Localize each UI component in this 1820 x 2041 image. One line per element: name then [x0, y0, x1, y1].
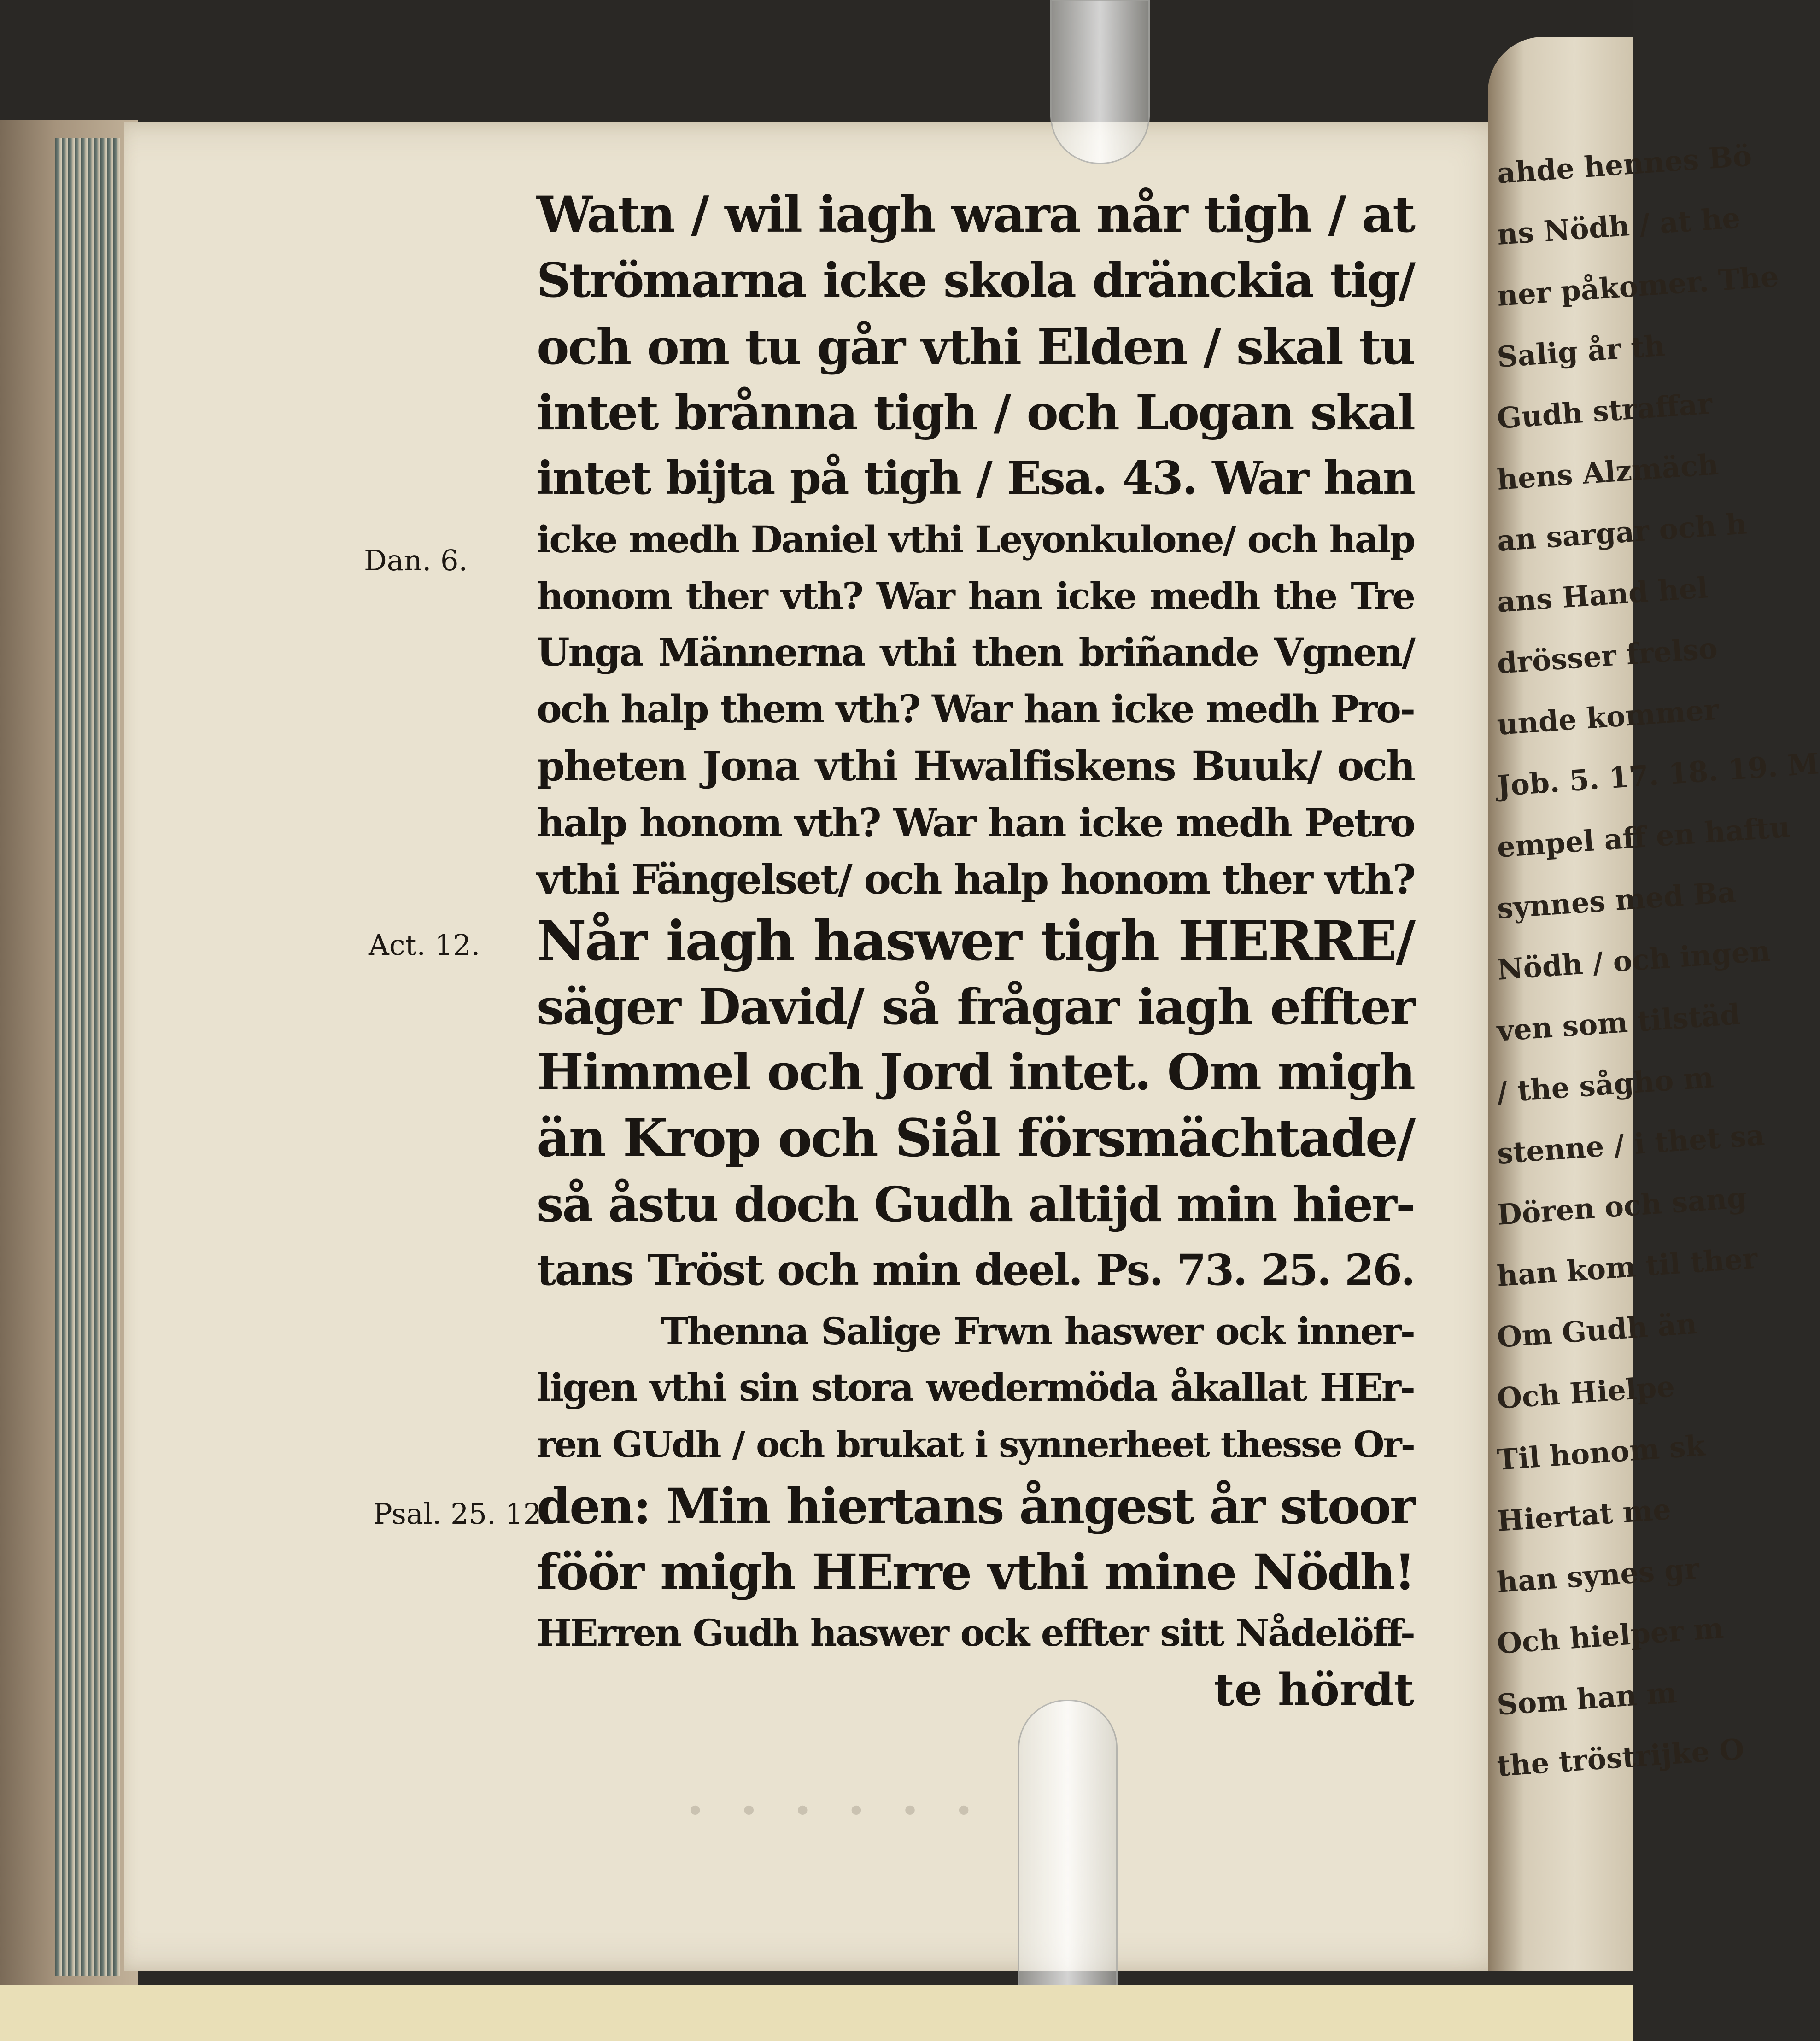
- text-line: föör migh HErre vthi mine Nödh!: [537, 1543, 1414, 1601]
- text-line: Thenna Salige Frwn haswer ock inner-: [661, 1310, 1414, 1353]
- facing-page-line: han kom til ther: [1496, 1241, 1759, 1293]
- text-line: Når iagh haswer tigh HERRE/: [537, 909, 1414, 973]
- book-clip-bottom: [1018, 1700, 1118, 2002]
- facing-page-line: ns Nödh / at he: [1496, 201, 1742, 251]
- text-line: och halp them vth? War han icke medh Pro-: [537, 687, 1414, 731]
- facing-page-line: drösser frelso: [1496, 631, 1719, 680]
- facing-page-line: Som han m: [1496, 1675, 1678, 1722]
- text-line: säger David/ så frågar iagh effter: [537, 978, 1414, 1035]
- book-clip-top: [1050, 0, 1150, 164]
- facing-page-line: unde kommer: [1496, 692, 1720, 742]
- facing-page-line: Nödh / och ingen: [1496, 934, 1772, 987]
- text-line: Watn / wil iagh wara når tigh / at: [537, 186, 1414, 244]
- text-line: icke medh Daniel vthi Leyonkulone/ och halp: [537, 518, 1414, 561]
- text-line: ren GUdh / och brukat i synnerheet thesse Or-: [537, 1424, 1414, 1466]
- facing-page-line: / the sågho m: [1496, 1060, 1715, 1109]
- facing-page: [1488, 37, 1820, 1971]
- facing-page-line: empel aff en haftu: [1496, 810, 1791, 864]
- text-line: tans Tröst och min deel. Ps. 73. 25. 26.: [537, 1245, 1414, 1295]
- background-top: [0, 0, 1633, 124]
- text-line: än Krop och Siål försmächtade/: [537, 1108, 1414, 1169]
- text-line: HErren Gudh haswer ock effter sitt Nådelöff-: [537, 1611, 1414, 1655]
- facing-page-line: Gudh straffar: [1496, 386, 1714, 435]
- facing-page-line: Hiertat me: [1496, 1492, 1672, 1538]
- text-line: så åstu doch Gudh altijd min hier-: [537, 1176, 1414, 1233]
- facing-page-line: han synes gr: [1496, 1551, 1701, 1599]
- margin-note-act: Act. 12.: [369, 928, 480, 962]
- page-edges: [55, 138, 120, 1976]
- facing-page-line: Til honom sk: [1496, 1428, 1707, 1477]
- facing-page-line: Om Gudh än: [1496, 1306, 1698, 1354]
- margin-note-psal: Psal. 25. 12.: [373, 1497, 550, 1531]
- facing-page-line: Och hielper m: [1496, 1611, 1725, 1661]
- text-line: vthi Fängelset/ och halp honom ther vth?: [537, 855, 1415, 903]
- facing-page-line: Dören och sang: [1496, 1181, 1748, 1232]
- facing-page-line: stenne / i thet sa: [1496, 1118, 1766, 1170]
- facing-page-line: hens Alzmäch: [1496, 447, 1720, 497]
- facing-page-line: the tröstrijke O: [1496, 1732, 1745, 1783]
- facing-page-line: synnes med Ba: [1496, 875, 1737, 925]
- text-line: Himmel och Jord intet. Om migh: [537, 1043, 1414, 1101]
- text-line: den: Min hiertans ångest år stoor: [537, 1477, 1414, 1535]
- facing-page-line: ven som tilstäd: [1496, 997, 1741, 1048]
- text-line: intet brånna tigh / och Logan skal: [537, 384, 1414, 441]
- text-line: halp honom vth? War han icke medh Petro: [537, 800, 1414, 846]
- text-line: ligen vthi sin stora wedermöda åkallat HEr-: [537, 1366, 1414, 1410]
- facing-page-line: ner påkomer. The: [1496, 259, 1780, 313]
- text-line: honom ther vth? War han icke medh the Tre: [537, 574, 1414, 618]
- facing-page-line: ans Hand hel: [1496, 571, 1709, 619]
- text-line: pheten Jona vthi Hwalfiskens Buuk/ och: [537, 742, 1414, 790]
- show-through-text: · · · · · ·: [686, 1780, 982, 1840]
- text-line: intet bijta på tigh / Esa. 43. War han: [537, 452, 1414, 505]
- text-line: Strömarna icke skola dränckia tig/: [537, 253, 1414, 308]
- support-surface: [0, 1985, 1633, 2041]
- text-line: och om tu går vthi Elden / skal tu: [537, 318, 1414, 375]
- facing-page-line: ahde hennes Bö: [1496, 139, 1753, 190]
- margin-note-dan: Dan. 6.: [364, 544, 468, 577]
- facing-page-line: Salig år th: [1496, 328, 1666, 374]
- facing-page-line: Job. 5. 17. 18. 19. M: [1496, 747, 1820, 803]
- text-line: Unga Männerna vthi then briñande Vgnen/: [537, 631, 1414, 675]
- facing-page-line: an sargar och h: [1496, 507, 1748, 558]
- facing-page-line: Och Hielpe: [1496, 1369, 1676, 1415]
- catchword: te hördt: [1214, 1664, 1414, 1716]
- main-text: [537, 182, 1414, 1718]
